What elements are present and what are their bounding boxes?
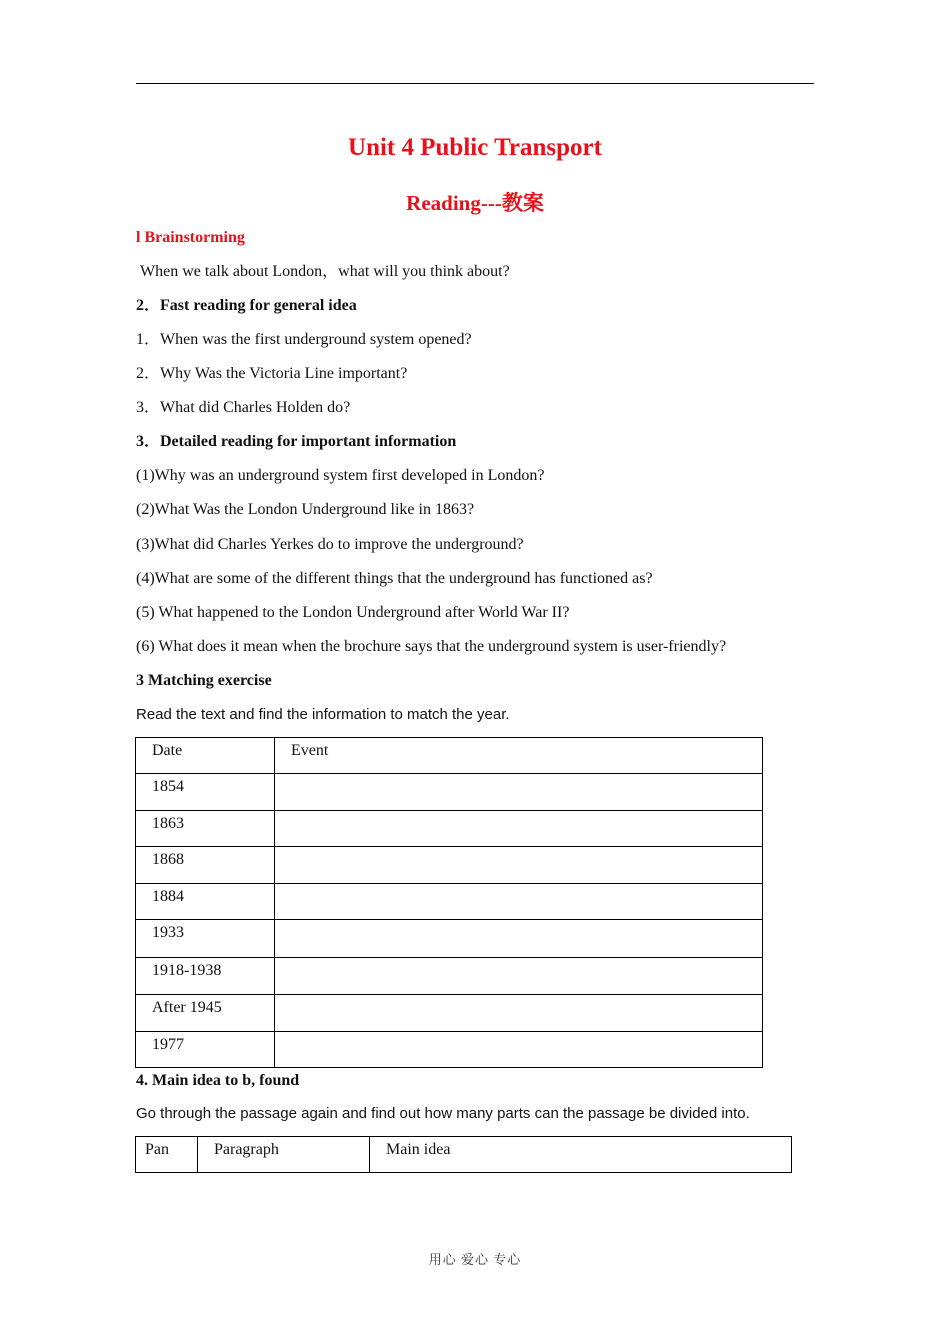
fast-question: 1．When was the first underground system opened? — [136, 331, 472, 348]
header-part: Pan — [136, 1137, 198, 1173]
brainstorm-text: When we talk about London，what will you think about? — [140, 263, 510, 280]
event-cell[interactable] — [275, 1032, 763, 1068]
event-cell[interactable] — [275, 958, 763, 995]
header-main-idea: Main idea — [370, 1137, 792, 1173]
table-row — [136, 811, 763, 847]
matching-instruction: Read the text and find the information to match the year. — [136, 706, 510, 723]
matching-heading: 3 Matching exercise — [136, 672, 272, 689]
header-date: Date — [136, 738, 275, 774]
detailed-question: (1)Why was an underground system first developed in London? — [136, 467, 545, 484]
date-cell: After 1945 — [136, 995, 275, 1032]
table-row — [136, 774, 763, 811]
date-cell: 1977 — [136, 1032, 275, 1068]
detailed-question: (3)What did Charles Yerkes do to improve the underground? — [136, 536, 524, 553]
main-idea-heading: 4. Main idea to b, found — [136, 1072, 300, 1089]
event-cell[interactable] — [275, 811, 763, 847]
detailed-question: (5) What happened to the London Underground after World War II? — [136, 604, 570, 621]
event-cell[interactable] — [275, 884, 763, 920]
fast-reading-heading: 2．Fast reading for general idea — [136, 297, 357, 314]
date-cell: 1854 — [136, 774, 275, 811]
main-idea-instruction: Go through the passage again and find out how many parts can the passage be divided into. — [136, 1105, 750, 1122]
table-row — [136, 995, 763, 1032]
event-cell[interactable] — [275, 774, 763, 811]
header-event: Event — [275, 738, 763, 774]
table-row — [136, 920, 763, 958]
table-row — [136, 958, 763, 995]
matching-table — [135, 737, 763, 1068]
date-cell: 1868 — [136, 847, 275, 884]
detailed-question: (4)What are some of the different things that the underground has functioned as? — [136, 570, 653, 587]
fast-question: 3．What did Charles Holden do? — [136, 399, 351, 416]
date-cell: 1884 — [136, 884, 275, 920]
header-paragraph: Paragraph — [198, 1137, 370, 1173]
header-rule — [136, 83, 814, 84]
brainstorm-heading: l Brainstorming — [136, 229, 245, 246]
table-row — [136, 884, 763, 920]
page-title: Unit 4 Public Transport — [348, 134, 602, 161]
date-cell: 1918-1938 — [136, 958, 275, 995]
main-idea-table — [135, 1136, 792, 1173]
footer: 用心 爱心 专心 — [428, 1252, 522, 1267]
table-row — [136, 847, 763, 884]
table-row — [136, 1032, 763, 1068]
event-cell[interactable] — [275, 847, 763, 884]
detailed-reading-heading: 3．Detailed reading for important information — [136, 433, 457, 450]
event-cell[interactable] — [275, 920, 763, 958]
detailed-question: (2)What Was the London Underground like in 1863? — [136, 501, 475, 518]
date-cell: 1933 — [136, 920, 275, 958]
event-cell[interactable] — [275, 995, 763, 1032]
fast-question: 2．Why Was the Victoria Line important? — [136, 365, 408, 382]
detailed-question: (6) What does it mean when the brochure says that the underground system is user-friendly? — [136, 638, 727, 655]
page-subtitle: Reading---教案 — [406, 191, 544, 215]
date-cell: 1863 — [136, 811, 275, 847]
